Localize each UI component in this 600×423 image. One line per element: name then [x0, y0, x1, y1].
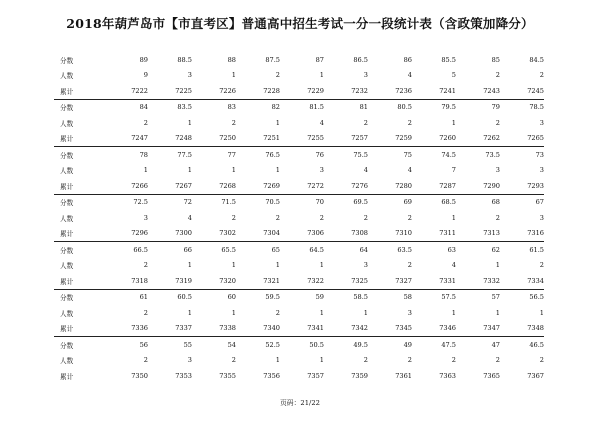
page-title: 2018年葫芦岛市【市直考区】普通高中招生考试一分一段统计表（含政策加降分）	[66, 16, 534, 31]
table-cell: 1	[319, 261, 324, 270]
table-block	[54, 289, 544, 337]
table-cell: 85	[491, 55, 500, 64]
table-cell: 2	[407, 261, 412, 270]
count-row	[54, 68, 544, 84]
table-cell: 7260	[439, 134, 456, 143]
table-cell: 7300	[175, 229, 192, 238]
table-cell: 1	[495, 261, 500, 270]
table-cell: 4	[363, 166, 368, 175]
table-cell: 77	[227, 150, 236, 159]
row-label: 人数	[60, 214, 74, 223]
table-cell: 7341	[307, 324, 324, 333]
table-cell: 84	[139, 103, 148, 112]
table-cell: 7222	[131, 86, 148, 95]
row-label: 分数	[60, 199, 74, 208]
table-cell: 72	[183, 198, 192, 207]
table-cell: 7290	[483, 181, 500, 190]
table-cell: 74.5	[441, 150, 456, 159]
table-cell: 7331	[439, 276, 456, 285]
table-cell: 73	[535, 150, 544, 159]
table-cell: 7304	[263, 229, 280, 238]
table-cell: 7268	[219, 181, 236, 190]
table-cell: 78	[139, 150, 148, 159]
table-cell: 69	[403, 198, 412, 207]
table-cell: 7345	[395, 324, 412, 333]
table-cell: 3	[539, 118, 544, 127]
table-cell: 1	[187, 308, 192, 317]
table-cell: 3	[143, 213, 148, 222]
table-cell: 7280	[395, 181, 412, 190]
cumulative-row	[54, 321, 544, 337]
score-row	[54, 290, 544, 306]
table-cell: 1	[275, 261, 280, 270]
table-cell: 69.5	[353, 198, 368, 207]
table-cell: 1	[275, 166, 280, 175]
table-cell: 58	[403, 293, 412, 302]
table-cell: 2	[275, 213, 280, 222]
table-cell: 2	[495, 356, 500, 365]
count-row	[54, 258, 544, 274]
table-cell: 58.5	[353, 293, 368, 302]
table-cell: 1	[187, 261, 192, 270]
table-cell: 7257	[351, 134, 368, 143]
table-cell: 2	[275, 71, 280, 80]
table-cell: 1	[451, 118, 456, 127]
table-cell: 1	[231, 166, 236, 175]
table-cell: 1	[363, 308, 368, 317]
table-cell: 7313	[483, 229, 500, 238]
table-cell: 7267	[175, 181, 192, 190]
table-cell: 47.5	[441, 340, 456, 349]
table-cell: 7321	[263, 276, 280, 285]
table-cell: 4	[407, 71, 412, 80]
table-cell: 4	[187, 213, 192, 222]
table-cell: 2	[231, 356, 236, 365]
table-cell: 7336	[131, 324, 148, 333]
table-cell: 7225	[175, 86, 192, 95]
table-cell: 68.5	[441, 198, 456, 207]
table-cell: 3	[363, 71, 368, 80]
table-cell: 56.5	[529, 293, 544, 302]
table-cell: 7248	[175, 134, 192, 143]
table-cell: 7359	[351, 371, 368, 380]
table-cell: 7229	[307, 86, 324, 95]
row-label: 分数	[60, 341, 74, 350]
table-cell: 1	[275, 356, 280, 365]
table-cell: 71.5	[221, 198, 236, 207]
table-cell: 67	[535, 198, 544, 207]
table-cell: 7350	[131, 371, 148, 380]
count-row	[54, 163, 544, 179]
table-cell: 2	[231, 213, 236, 222]
row-label: 人数	[60, 167, 74, 176]
table-cell: 60	[227, 293, 236, 302]
score-row	[54, 242, 544, 258]
table-block	[54, 99, 544, 147]
table-cell: 2	[143, 118, 148, 127]
table-cell: 1	[319, 308, 324, 317]
table-cell: 7332	[483, 276, 500, 285]
table-cell: 7259	[395, 134, 412, 143]
table-cell: 7320	[219, 276, 236, 285]
table-cell: 7353	[175, 371, 192, 380]
table-cell: 9	[143, 71, 148, 80]
table-cell: 7311	[439, 229, 456, 238]
table-cell: 65	[271, 245, 280, 254]
table-cell: 78.5	[529, 103, 544, 112]
table-cell: 56	[139, 340, 148, 349]
table-cell: 2	[143, 261, 148, 270]
table-block	[54, 336, 544, 384]
row-label: 分数	[60, 294, 74, 303]
table-cell: 55	[183, 340, 192, 349]
table-cell: 7245	[527, 86, 544, 95]
table-cell: 7340	[263, 324, 280, 333]
score-row	[54, 195, 544, 211]
page-number: 页码：21/22	[280, 399, 320, 407]
table-cell: 1	[539, 308, 544, 317]
table-cell: 1	[187, 118, 192, 127]
table-cell: 3	[539, 213, 544, 222]
table-cell: 3	[187, 356, 192, 365]
row-label: 分数	[60, 56, 74, 65]
table-cell: 70.5	[265, 198, 280, 207]
table-cell: 85.5	[441, 55, 456, 64]
table-cell: 2	[451, 356, 456, 365]
table-cell: 70	[315, 198, 324, 207]
row-label: 分数	[60, 104, 74, 113]
table-cell: 77.5	[177, 150, 192, 159]
table-cell: 83	[227, 103, 236, 112]
table-cell: 63.5	[397, 245, 412, 254]
row-label: 人数	[60, 357, 74, 366]
table-cell: 1	[495, 308, 500, 317]
table-cell: 2	[275, 308, 280, 317]
row-label: 人数	[60, 119, 74, 128]
table-cell: 7338	[219, 324, 236, 333]
table-cell: 1	[143, 166, 148, 175]
table-cell: 2	[495, 71, 500, 80]
table-cell: 7310	[395, 229, 412, 238]
table-cell: 54	[227, 340, 236, 349]
table-cell: 1	[231, 261, 236, 270]
table-block	[54, 241, 544, 289]
table-cell: 7325	[351, 276, 368, 285]
table-cell: 2	[363, 118, 368, 127]
table-cell: 7232	[351, 86, 368, 95]
table-cell: 1	[275, 118, 280, 127]
table-cell: 7236	[395, 86, 412, 95]
table-cell: 7266	[131, 181, 148, 190]
row-label: 累计	[60, 277, 74, 286]
cumulative-row	[54, 368, 544, 384]
table-cell: 7241	[439, 86, 456, 95]
table-cell: 61.5	[529, 245, 544, 254]
count-row	[54, 305, 544, 321]
table-cell: 82	[271, 103, 280, 112]
table-cell: 3	[363, 261, 368, 270]
table-cell: 7337	[175, 324, 192, 333]
table-cell: 49	[403, 340, 412, 349]
table-cell: 60.5	[177, 293, 192, 302]
table-cell: 73.5	[485, 150, 500, 159]
table-cell: 89	[139, 55, 148, 64]
table-cell: 5	[451, 71, 456, 80]
table-cell: 68	[491, 198, 500, 207]
score-row	[54, 147, 544, 163]
table-cell: 83.5	[177, 103, 192, 112]
table-cell: 7269	[263, 181, 280, 190]
score-row	[54, 100, 544, 116]
table-cell: 7356	[263, 371, 280, 380]
table-cell: 7346	[439, 324, 456, 333]
table-cell: 7	[451, 166, 456, 175]
table-cell: 2	[143, 356, 148, 365]
table-cell: 1	[231, 308, 236, 317]
table-cell: 3	[187, 71, 192, 80]
table-cell: 7287	[439, 181, 456, 190]
table-cell: 2	[495, 213, 500, 222]
table-cell: 75	[403, 150, 412, 159]
row-label: 累计	[60, 135, 74, 144]
table-cell: 64	[359, 245, 368, 254]
table-cell: 1	[451, 308, 456, 317]
table-cell: 1	[319, 356, 324, 365]
table-cell: 2	[319, 213, 324, 222]
cumulative-row	[54, 131, 544, 147]
table-cell: 63	[447, 245, 456, 254]
table-cell: 3	[495, 166, 500, 175]
table-cell: 2	[363, 356, 368, 365]
row-label: 人数	[60, 262, 74, 271]
table-cell: 7334	[527, 276, 544, 285]
row-label: 累计	[60, 182, 74, 191]
table-cell: 87	[315, 55, 324, 64]
score-row	[54, 52, 544, 68]
table-cell: 2	[143, 308, 148, 317]
table-cell: 7255	[307, 134, 324, 143]
table-cell: 47	[491, 340, 500, 349]
table-cell: 81	[359, 103, 368, 112]
table-cell: 7265	[527, 134, 544, 143]
table-cell: 50.5	[309, 340, 324, 349]
table-cell: 7296	[131, 229, 148, 238]
cumulative-row	[54, 178, 544, 194]
table-cell: 2	[539, 71, 544, 80]
score-distribution-table	[54, 52, 544, 384]
table-cell: 7247	[131, 134, 148, 143]
score-row	[54, 337, 544, 353]
table-cell: 7357	[307, 371, 324, 380]
table-cell: 52.5	[265, 340, 280, 349]
table-cell: 49.5	[353, 340, 368, 349]
table-cell: 7272	[307, 181, 324, 190]
table-cell: 72.5	[133, 198, 148, 207]
table-cell: 7348	[527, 324, 544, 333]
table-cell: 62	[491, 245, 500, 254]
table-cell: 87.5	[265, 55, 280, 64]
table-cell: 7367	[527, 371, 544, 380]
table-cell: 65.5	[221, 245, 236, 254]
table-cell: 3	[319, 166, 324, 175]
table-block	[54, 194, 544, 242]
table-cell: 7347	[483, 324, 500, 333]
table-cell: 7276	[351, 181, 368, 190]
table-cell: 88.5	[177, 55, 192, 64]
table-cell: 7316	[527, 229, 544, 238]
table-cell: 79	[491, 103, 500, 112]
table-cell: 7250	[219, 134, 236, 143]
count-row	[54, 210, 544, 226]
table-cell: 76	[315, 150, 324, 159]
table-cell: 7308	[351, 229, 368, 238]
table-block	[54, 146, 544, 194]
table-cell: 80.5	[397, 103, 412, 112]
table-cell: 1	[451, 213, 456, 222]
table-cell: 59	[315, 293, 324, 302]
table-cell: 1	[319, 71, 324, 80]
table-cell: 2	[539, 261, 544, 270]
cumulative-row	[54, 83, 544, 99]
table-cell: 7262	[483, 134, 500, 143]
table-cell: 7361	[395, 371, 412, 380]
count-row	[54, 115, 544, 131]
table-cell: 79.5	[441, 103, 456, 112]
table-cell: 59.5	[265, 293, 280, 302]
table-cell: 2	[407, 213, 412, 222]
table-cell: 3	[407, 308, 412, 317]
table-cell: 2	[407, 356, 412, 365]
row-label: 人数	[60, 309, 74, 318]
table-cell: 7342	[351, 324, 368, 333]
table-cell: 7318	[131, 276, 148, 285]
row-label: 累计	[60, 372, 74, 381]
table-cell: 1	[231, 71, 236, 80]
table-cell: 7226	[219, 86, 236, 95]
cumulative-row	[54, 273, 544, 289]
table-cell: 81.5	[309, 103, 324, 112]
row-label: 累计	[60, 325, 74, 334]
table-cell: 1	[187, 166, 192, 175]
row-label: 分数	[60, 246, 74, 255]
table-cell: 46.5	[529, 340, 544, 349]
table-cell: 75.5	[353, 150, 368, 159]
table-cell: 84.5	[529, 55, 544, 64]
table-cell: 7228	[263, 86, 280, 95]
table-cell: 7355	[219, 371, 236, 380]
table-cell: 66	[183, 245, 192, 254]
table-cell: 7327	[395, 276, 412, 285]
table-cell: 61	[139, 293, 148, 302]
table-cell: 3	[539, 166, 544, 175]
row-label: 分数	[60, 151, 74, 160]
table-cell: 76.5	[265, 150, 280, 159]
table-cell: 4	[451, 261, 456, 270]
table-cell: 4	[319, 118, 324, 127]
count-row	[54, 353, 544, 369]
table-cell: 7306	[307, 229, 324, 238]
table-cell: 2	[231, 118, 236, 127]
table-cell: 2	[495, 118, 500, 127]
table-cell: 2	[363, 213, 368, 222]
cumulative-row	[54, 226, 544, 242]
table-cell: 7322	[307, 276, 324, 285]
row-label: 累计	[60, 230, 74, 239]
table-cell: 7365	[483, 371, 500, 380]
row-label: 累计	[60, 87, 74, 96]
table-cell: 2	[539, 356, 544, 365]
table-cell: 7363	[439, 371, 456, 380]
table-block	[54, 52, 544, 99]
table-cell: 64.5	[309, 245, 324, 254]
table-cell: 66.5	[133, 245, 148, 254]
table-cell: 57.5	[441, 293, 456, 302]
table-cell: 2	[407, 118, 412, 127]
table-cell: 7293	[527, 181, 544, 190]
table-cell: 7251	[263, 134, 280, 143]
table-cell: 86.5	[353, 55, 368, 64]
table-cell: 7302	[219, 229, 236, 238]
table-cell: 4	[407, 166, 412, 175]
row-label: 人数	[60, 72, 74, 81]
table-cell: 7243	[483, 86, 500, 95]
table-cell: 7319	[175, 276, 192, 285]
table-cell: 57	[491, 293, 500, 302]
table-cell: 86	[403, 55, 412, 64]
table-cell: 88	[227, 55, 236, 64]
